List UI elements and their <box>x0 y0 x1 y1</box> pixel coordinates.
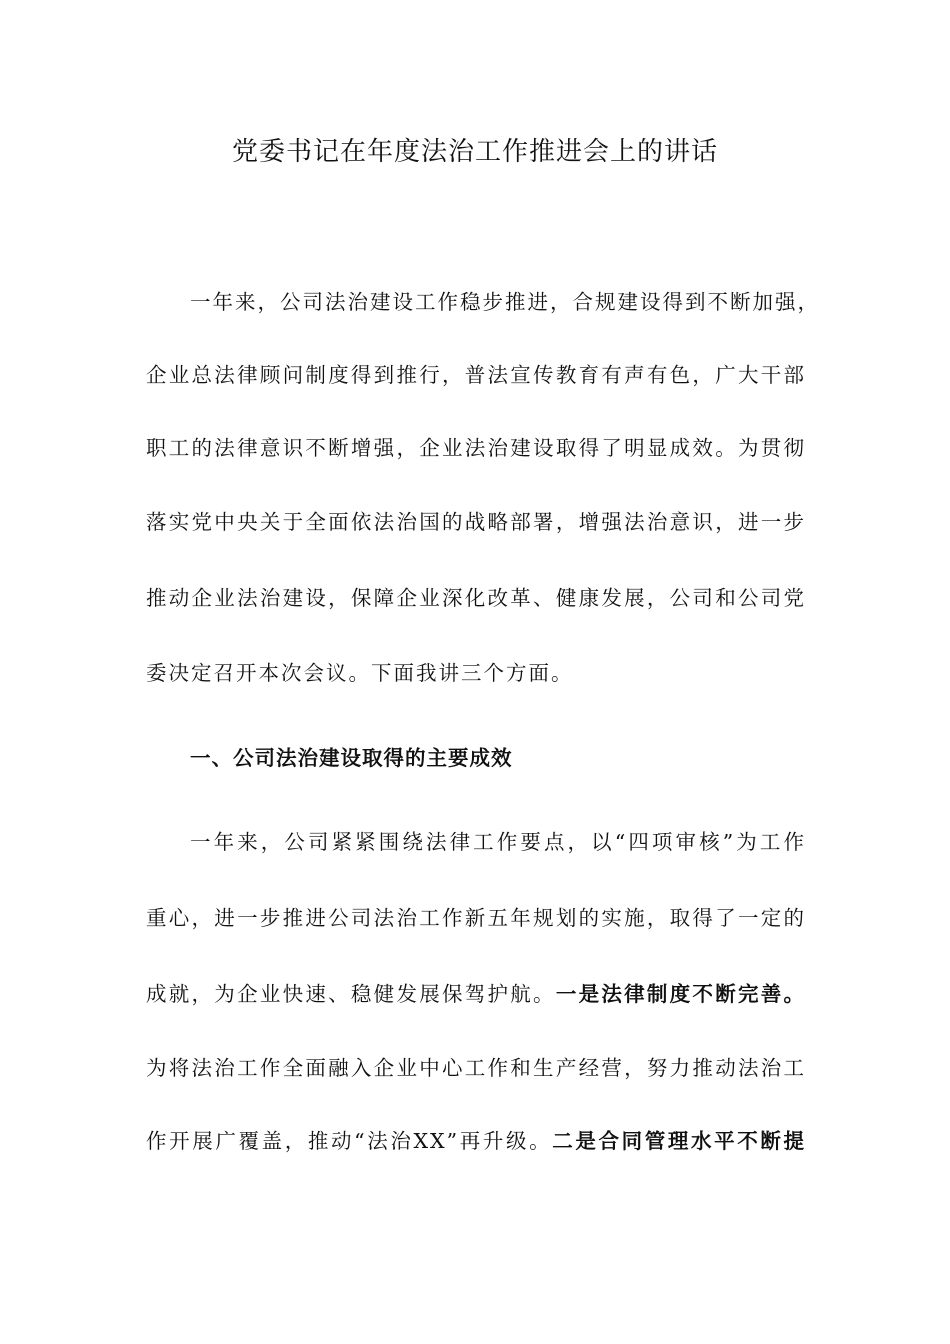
paragraph-line: 推动企业法治建设，保障企业深化改革、健康发展，公司和公司党 <box>146 586 806 610</box>
bold-point-heading: 二是合同管理水平不断提 <box>552 1129 807 1153</box>
paragraph-line: 落实党中央关于全面依法治国的战略部署，增强法治意识，进一步 <box>146 510 806 534</box>
paragraph-line: 为将法治工作全面融入企业中心工作和生产经营，努力推动法治工 <box>146 1056 806 1080</box>
document-title: 党委书记在年度法治工作推进会上的讲话 <box>231 137 718 167</box>
paragraph-line: 委决定召开本次会议。下面我讲三个方面。 <box>146 661 574 685</box>
paragraph-text: 作开展广覆盖，推动“法治XX”再升级。 <box>146 1129 553 1153</box>
paragraph-line <box>146 1121 806 1161</box>
paragraph-text: 成就，为企业快速、稳健发展保驾护航。 <box>146 982 556 1006</box>
paragraph-line: 一年来，公司法治建设工作稳步推进，合规建设得到不断加强， <box>190 290 820 314</box>
section-heading: 一、公司法治建设取得的主要成效 <box>190 746 513 770</box>
paragraph-line: 职工的法律意识不断增强，企业法治建设取得了明显成效。为贯彻 <box>146 436 806 460</box>
paragraph-line: 企业总法律顾问制度得到推行，普法宣传教育有声有色，广大干部 <box>146 363 806 387</box>
paragraph-line <box>146 974 806 1014</box>
paragraph-line: 一年来，公司紧紧围绕法律工作要点，以“四项审核”为工作 <box>190 830 806 854</box>
bold-point-heading: 一是法律制度不断完善。 <box>555 982 807 1006</box>
paragraph-line: 重心，进一步推进公司法治工作新五年规划的实施，取得了一定的 <box>146 906 806 930</box>
